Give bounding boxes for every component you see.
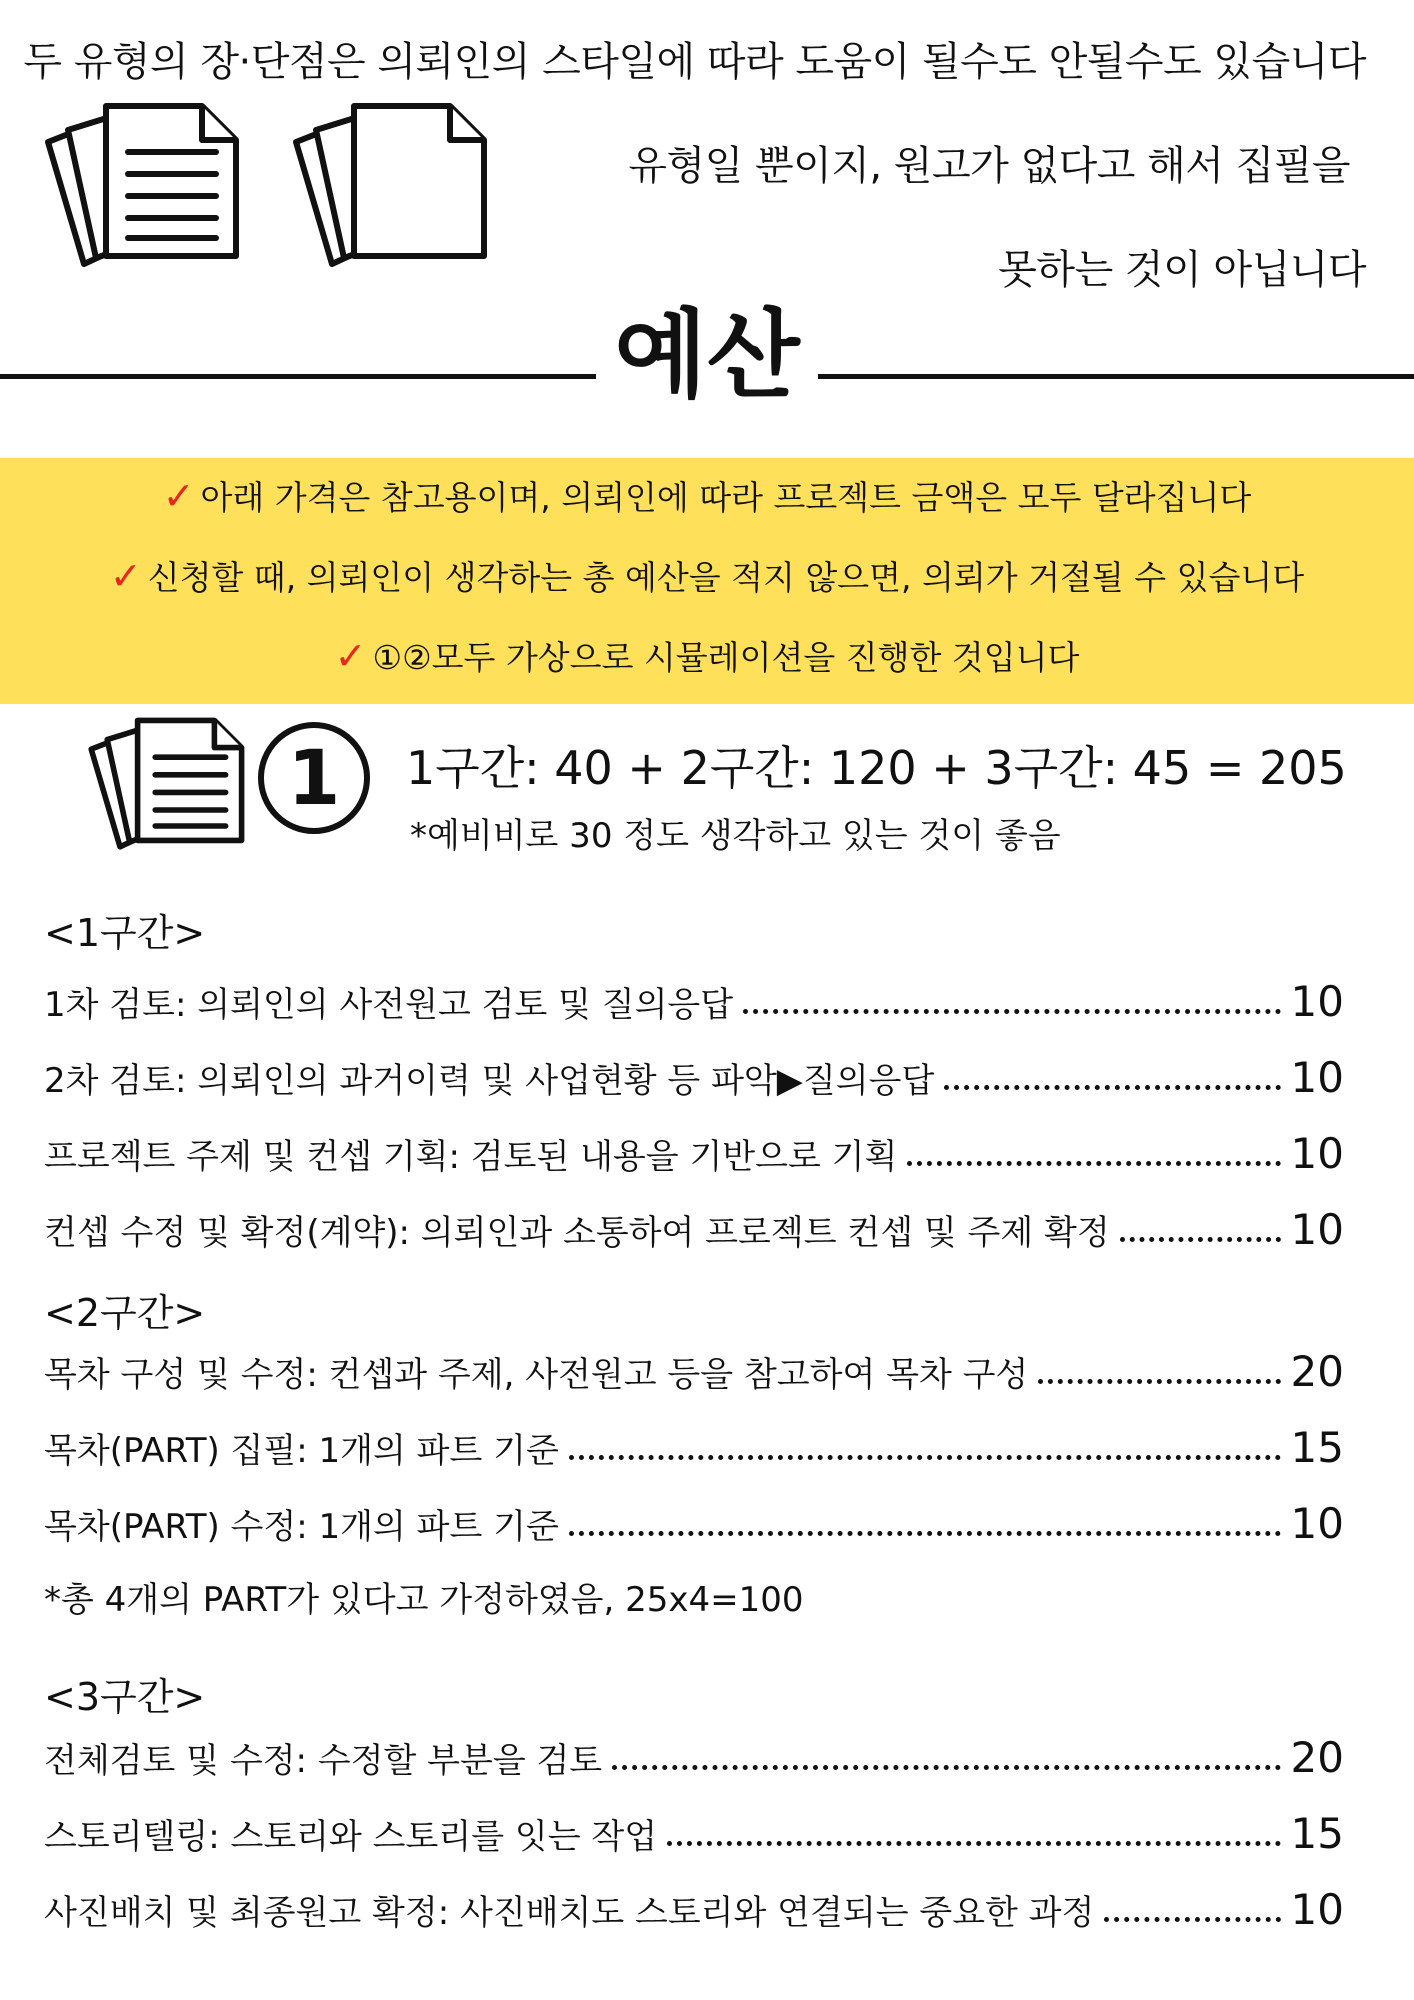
row-value: 10 <box>1290 977 1344 1026</box>
row-value: 10 <box>1290 1053 1344 1102</box>
dot-leader <box>944 1085 1280 1090</box>
section-heading: <2구간> <box>44 1291 206 1335</box>
reserve-note: *예비비로 30 정도 생각하고 있는 것이 좋음 <box>410 816 1061 856</box>
row-value: 20 <box>1290 1347 1344 1396</box>
row-value: 10 <box>1290 1205 1344 1254</box>
row-label: 2차 검토: 의뢰인의 과거이력 및 사업현황 등 파악▶질의응답 <box>44 1061 935 1101</box>
dot-leader <box>569 1531 1281 1536</box>
dot-leader <box>569 1455 1281 1460</box>
dot-leader <box>1104 1917 1280 1922</box>
budget-row <box>44 1122 1344 1178</box>
notice-item: ✓ ①②모두 가상으로 시뮬레이션을 진행한 것입니다 <box>334 634 1080 678</box>
row-label: 사진배치 및 최종원고 확정: 사진배치도 스토리와 연결되는 중요한 과정 <box>44 1893 1095 1933</box>
document-stack-lined-icon <box>88 714 248 866</box>
dot-leader <box>743 1009 1280 1014</box>
row-label: 스토리텔링: 스토리와 스토리를 잇는 작업 <box>44 1817 658 1857</box>
notice-item: ✓ 신청할 때, 의뢰인이 생각하는 총 예산을 적지 않으면, 의뢰가 거절될 수 있습니다 <box>109 554 1305 598</box>
budget-row <box>44 1878 1344 1934</box>
section-heading: <3구간> <box>44 1675 206 1719</box>
budget-formula: 1구간: 40 + 2구간: 120 + 3구간: 45 = 205 <box>406 741 1347 795</box>
budget-row <box>44 970 1344 1026</box>
intro-line-3: 못하는 것이 아닙니다 <box>998 247 1366 293</box>
row-value: 15 <box>1290 1423 1344 1472</box>
notice-item: ✓ 아래 가격은 참고용이며, 의뢰인에 따라 프로젝트 금액은 모두 달라집니다 <box>162 474 1252 518</box>
check-icon: ✓ <box>334 634 367 678</box>
dot-leader <box>1038 1379 1280 1384</box>
row-label: 목차 구성 및 수정: 컨셉과 주제, 사전원고 등을 참고하여 목차 구성 <box>44 1355 1029 1395</box>
budget-row <box>44 1802 1344 1858</box>
notice-band <box>0 458 1414 704</box>
dot-leader <box>667 1841 1281 1846</box>
check-icon: ✓ <box>109 554 142 598</box>
document-stack-lined-icon <box>44 98 244 288</box>
budget-row <box>44 1340 1344 1396</box>
row-label: 목차(PART) 수정: 1개의 파트 기준 <box>44 1507 559 1547</box>
intro-line-2: 유형일 뿐이지, 원고가 없다고 해서 집필을 <box>628 143 1350 189</box>
row-value: 10 <box>1290 1885 1344 1934</box>
budget-row <box>44 1046 1344 1102</box>
assumption-note: *총 4개의 PART가 있다고 가정하였음, 25x4=100 <box>44 1580 804 1620</box>
intro-line-1: 두 유형의 장·단점은 의뢰인의 스타일에 따라 도움이 될수도 안될수도 있습니다 <box>23 39 1366 85</box>
row-value: 15 <box>1290 1809 1344 1858</box>
budget-row <box>44 1492 1344 1548</box>
budget-row <box>44 1416 1344 1472</box>
dot-leader <box>1120 1237 1281 1242</box>
row-value: 10 <box>1290 1129 1344 1178</box>
check-icon: ✓ <box>162 474 195 518</box>
row-value: 20 <box>1290 1733 1344 1782</box>
dot-leader <box>612 1765 1280 1770</box>
budget-row <box>44 1198 1344 1254</box>
row-label: 목차(PART) 집필: 1개의 파트 기준 <box>44 1431 559 1471</box>
section-heading: <1구간> <box>44 911 206 955</box>
row-label: 1차 검토: 의뢰인의 사전원고 검토 및 질의응답 <box>44 985 734 1025</box>
row-label: 프로젝트 주제 및 컨셉 기획: 검토된 내용을 기반으로 기획 <box>44 1137 898 1177</box>
budget-row <box>44 1726 1344 1782</box>
row-value: 10 <box>1290 1499 1344 1548</box>
row-label: 전체검토 및 수정: 수정할 부분을 검토 <box>44 1741 603 1781</box>
page-title: 예산 <box>0 300 1414 410</box>
row-label: 컨셉 수정 및 확정(계약): 의뢰인과 소통하여 프로젝트 컨셉 및 주제 확정 <box>44 1213 1110 1253</box>
plan-number-marker: 1 <box>258 722 370 834</box>
document-stack-blank-icon <box>292 98 492 288</box>
dot-leader <box>907 1161 1280 1166</box>
